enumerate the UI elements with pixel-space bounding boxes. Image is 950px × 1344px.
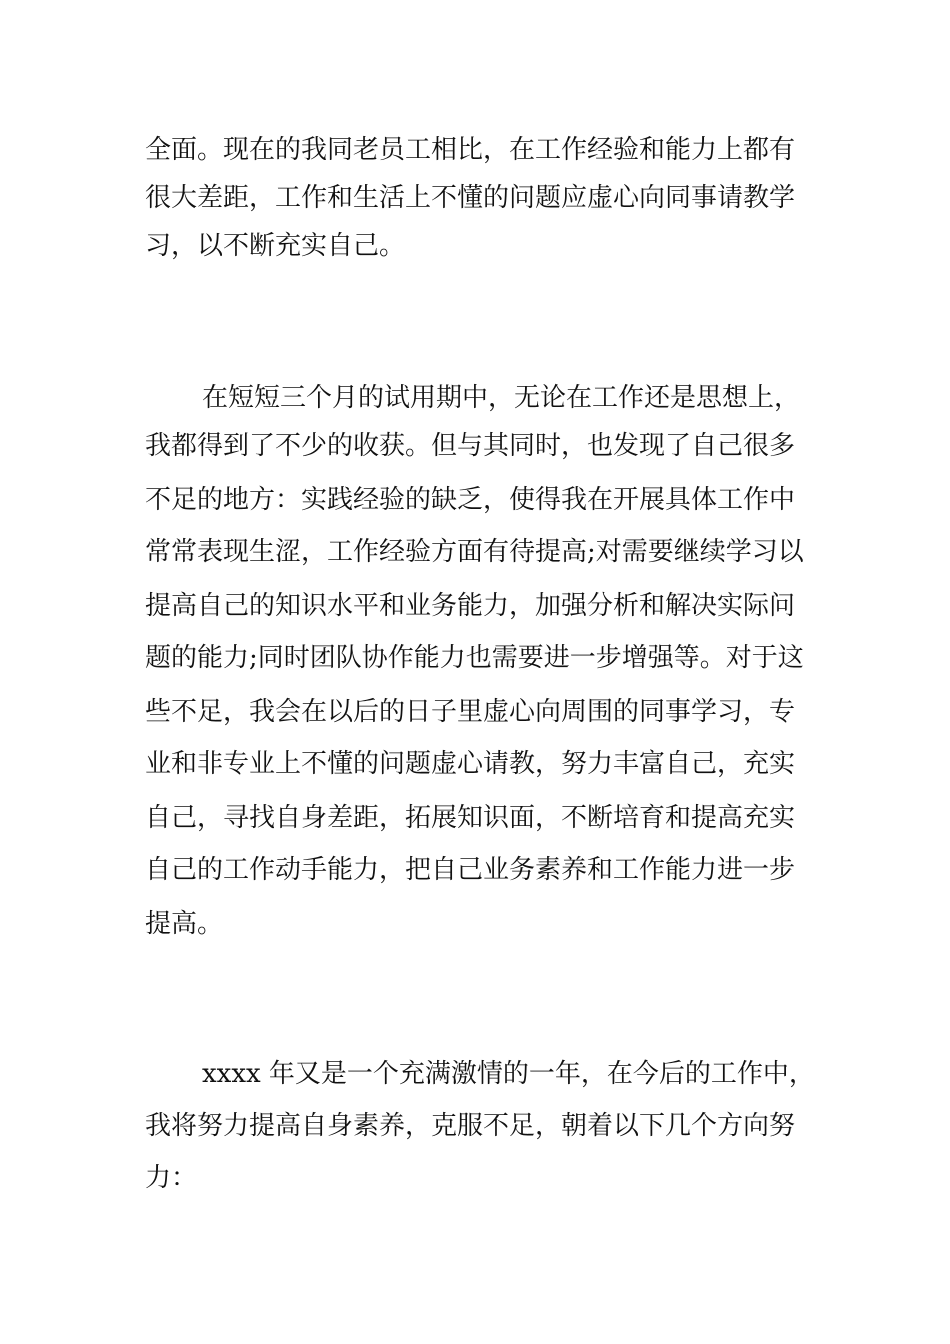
text-line: 常常表现生涩，工作经验方面有待提高;对需要继续学习以: [145, 537, 804, 567]
text-line: 题的能力;同时团队协作能力也需要进一步增强等。对于这: [145, 643, 804, 673]
text-line: 提高。: [145, 909, 224, 939]
text-line: 自己的工作动手能力，把自己业务素养和工作能力进一步: [145, 855, 796, 885]
text-line: 习，以不断充实自己。: [145, 231, 406, 261]
text-line: 不足的地方：实践经验的缺乏，使得我在开展具体工作中: [145, 485, 796, 515]
text-line: 提高自己的知识水平和业务能力，加强分析和解决实际问: [145, 591, 796, 621]
text-line: 业和非专业上不懂的问题虚心请教，努力丰富自己，充实: [145, 749, 796, 779]
text-line: 我都得到了不少的收获。但与其同时，也发现了自己很多: [145, 431, 796, 461]
text-line: 我将努力提高自身素养，克服不足，朝着以下几个方向努: [145, 1111, 796, 1141]
text-line: 力：: [145, 1163, 198, 1193]
text-line: 些不足，我会在以后的日子里虚心向周围的同事学习，专: [145, 697, 796, 727]
text-line: xxxx 年又是一个充满激情的一年，在今后的工作中，: [202, 1059, 815, 1089]
text-line: 很大差距，工作和生活上不懂的问题应虚心向同事请教学: [145, 183, 796, 213]
text-line: 全面。现在的我同老员工相比，在工作经验和能力上都有: [145, 135, 796, 165]
text-line: 自己，寻找自身差距，拓展知识面，不断培育和提高充实: [145, 803, 796, 833]
text-line: 在短短三个月的试用期中，无论在工作还是思想上，: [202, 383, 801, 413]
